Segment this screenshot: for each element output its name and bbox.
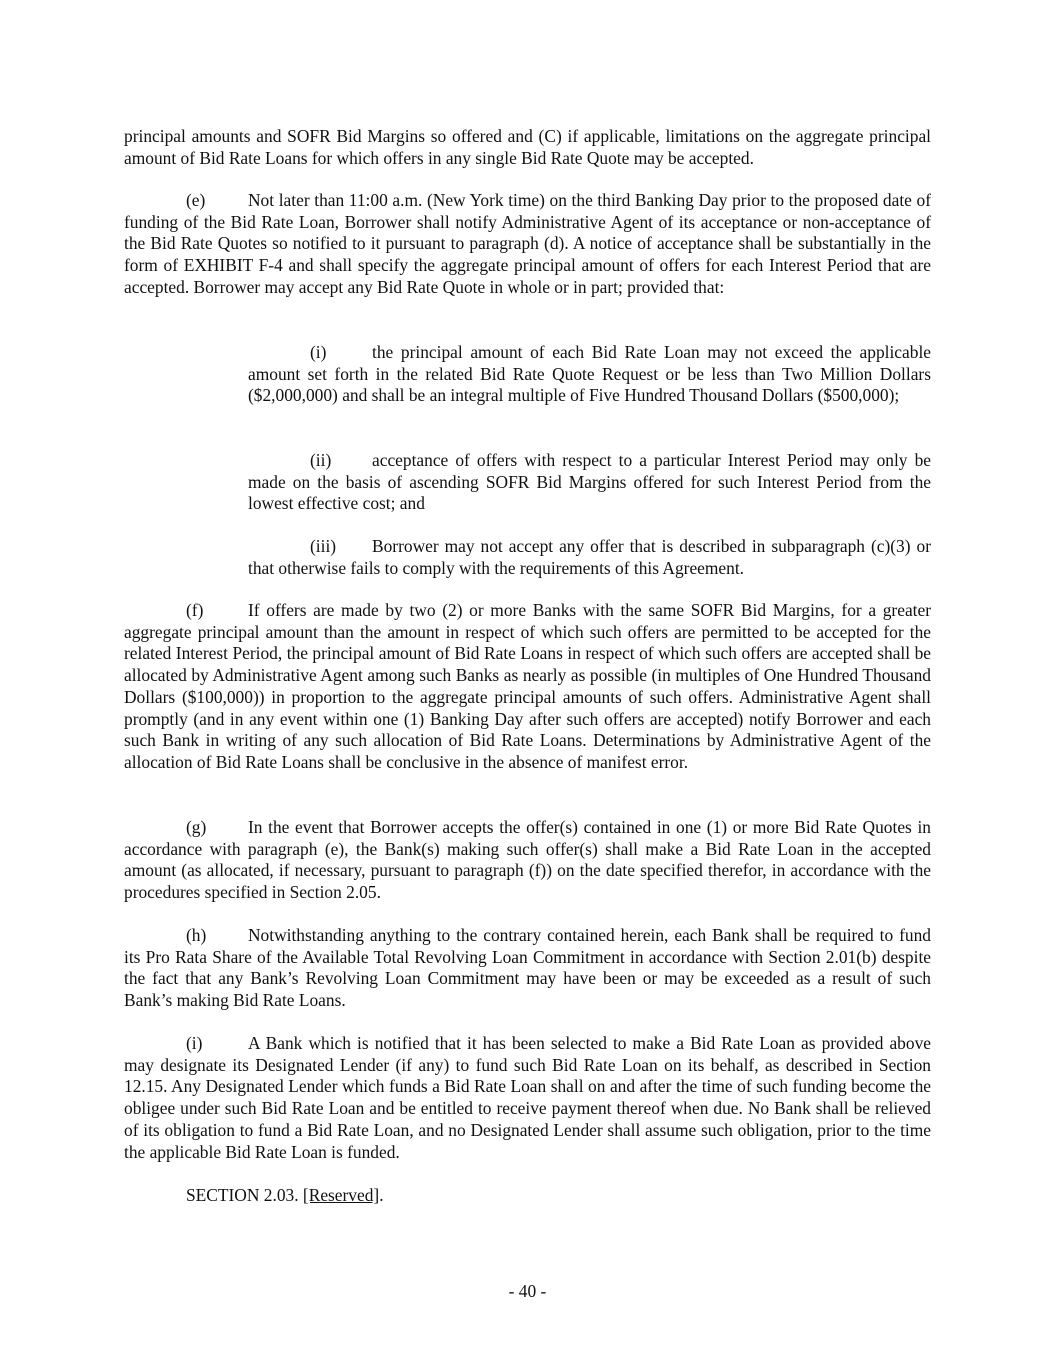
paragraph-e-text: Not later than 11:00 a.m. (New York time) on the third Banking Day prior to the proposed date of funding of the Bid Rate Loan, Borrower shall notify Administrative Agent of its acceptance or non-acceptance of the Bid Rate Quotes so notified to it pursuant to paragraph (d). A notice of acceptance shall be substantially in the form of EXHIBIT F-4 and shall specify the aggregate principal amount of offers for each Interest Period that are accepted. Borrower may accept any Bid Rate Quote in whole or in part; provided that: xyxy=(124,190,931,297)
subparagraph-ii-text: acceptance of offers with respect to a particular Interest Period may only be made on the basis of ascending SOFR Bid Margins offered for such Interest Period from the lowest effective cost; and xyxy=(248,450,931,514)
paragraph-g-label: (g) xyxy=(186,817,207,837)
section-title: [Reserved] xyxy=(302,1185,380,1205)
subparagraph-i-label: (i) xyxy=(310,342,327,362)
paragraph-g xyxy=(124,817,931,904)
paragraph-e xyxy=(124,190,931,299)
subparagraph-iii xyxy=(248,536,931,579)
page-number: - 40 - xyxy=(508,1281,547,1301)
subparagraph-i xyxy=(248,342,931,407)
subparagraph-iii-label: (iii) xyxy=(310,536,337,556)
paragraph-f xyxy=(124,600,931,774)
paragraph-h-label: (h) xyxy=(186,925,207,945)
paragraph-e-label: (e) xyxy=(186,190,206,210)
subparagraph-iii-text: Borrower may not accept any offer that is described in subparagraph (c)(3) or that otherwise fails to comply with the requirements of this Agreement. xyxy=(248,536,931,578)
paragraph-f-label: (f) xyxy=(186,600,204,620)
paragraph-f-text: If offers are made by two (2) or more Banks with the same SOFR Bid Margins, for a greater aggregate principal amount than the amount in respect of which such offers are permitted to be accepted for the related Interest Period, the principal amount of Bid Rate Loans in respect of which such offers are accepted shall be allocated by Administrative Agent among such Banks as nearly as possible (in multiples of One Hundred Thousand Dollars ($100,000)) in proportion to the aggregate principal amounts of such offers. Administrative Agent shall promptly (and in any event within one (1) Banking Day after such offers are accepted) notify Borrower and each such Bank in writing of any such allocation of Bid Rate Loans. Determinations by Administrative Agent of the allocation of Bid Rate Loans shall be conclusive in the absence of manifest error. xyxy=(124,600,931,772)
subparagraph-i-text: the principal amount of each Bid Rate Loan may not exceed the applicable amount set forth in the related Bid Rate Quote Request or be less than Two Million Dollars ($2,000,000) and shall be an integral multiple of Five Hundred Thousand Dollars ($500,000); xyxy=(248,342,931,406)
subparagraph-ii-label: (ii) xyxy=(310,450,332,470)
continuation-paragraph xyxy=(124,126,931,169)
paragraph-h-text: Notwithstanding anything to the contrary contained herein, each Bank shall be required to fund its Pro Rata Share of the Available Total Revolving Loan Commitment in accordance with Section 2.01(b) despite the fact that any Bank’s Revolving Loan Commitment may have been or may be exceeded as a result of such Bank’s making Bid Rate Loans. xyxy=(124,925,931,1011)
section-number: SECTION 2.03. xyxy=(186,1185,299,1205)
paragraph-i-label: (i) xyxy=(186,1033,203,1053)
paragraph-i xyxy=(124,1033,931,1163)
paragraph-g-text: In the event that Borrower accepts the offer(s) contained in one (1) or more Bid Rate Quotes in accordance with paragraph (e), the Bank(s) making such offer(s) shall make a Bid Rate Loan in the accepted amount (as allocated, if necessary, pursuant to paragraph (f)) on the date specified therefor, in accordance with the procedures specified in Section 2.05. xyxy=(124,817,931,903)
continuation-text: principal amounts and SOFR Bid Margins so offered and (C) if applicable, limitations on the aggregate principal amount of Bid Rate Loans for which offers in any single Bid Rate Quote may be accepted. xyxy=(124,126,931,168)
subparagraph-ii xyxy=(248,450,931,515)
section-title-end: . xyxy=(379,1185,384,1205)
paragraph-i-text: A Bank which is notified that it has been selected to make a Bid Rate Loan as provided above may designate its Designated Lender (if any) to fund such Bid Rate Loan on its behalf, as described in Section 12.15. Any Designated Lender which funds a Bid Rate Loan shall on and after the time of such funding become the obligee under such Bid Rate Loan and be entitled to receive payment thereof when due. No Bank shall be relieved of its obligation to fund a Bid Rate Loan, and no Designated Lender shall assume such obligation, prior to the time the applicable Bid Rate Loan is funded. xyxy=(124,1033,931,1162)
paragraph-h xyxy=(124,925,931,1012)
section-heading xyxy=(186,1185,384,1207)
